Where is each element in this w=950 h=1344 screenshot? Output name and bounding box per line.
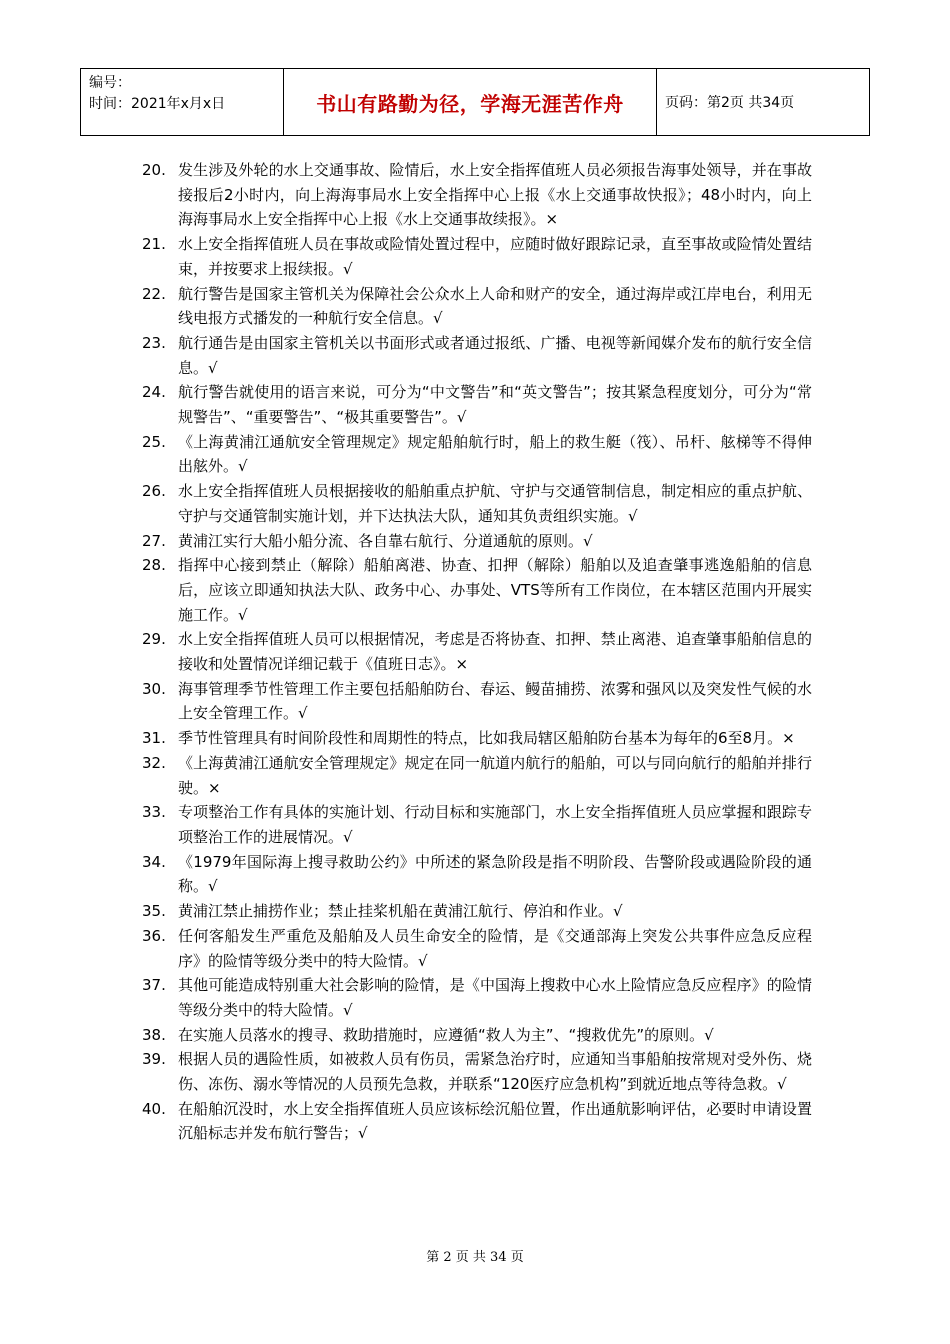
list-item (142, 899, 812, 924)
item-text: 水上安全指挥值班人员在事故或险情处置过程中，应随时做好跟踪记录，直至事故或险情处置结束，并按要求上报续报。√ (178, 235, 812, 278)
item-number: 23. (142, 333, 166, 352)
item-number: 37. (142, 976, 166, 995)
item-number: 28. (142, 556, 166, 575)
item-text: 水上安全指挥值班人员可以根据情况，考虑是否将协查、扣押、禁止离港、追查肇事船舶信息的接收和处置情况详细记载于《值班日志》。× (178, 630, 812, 674)
item-number: 20. (142, 161, 166, 179)
item-number: 38. (142, 1025, 166, 1044)
item-text: 《上海黄浦江通航安全管理规定》规定在同一航道内航行的船舶，可以与同向航行的船舶并排行驶。× (178, 753, 812, 797)
list-item (142, 726, 812, 751)
item-text: 航行警告是国家主管机关为保障社会公众水上人命和财产的安全，通过海岸或江岸电台，利用无线电报方式播发的一种航行安全信息。√ (178, 284, 812, 328)
item-number: 24. (142, 383, 166, 402)
document-number-label: 编号： (89, 75, 131, 91)
item-text: 专项整治工作有具体的实施计划、行动目标和实施部门，水上安全指挥值班人员应掌握和跟踪专项整治工作的进展情况。√ (178, 803, 812, 846)
list-item (142, 973, 812, 1022)
list-item (142, 529, 812, 554)
item-text: 在实施人员落水的搜寻、救助措施时，应遵循“救人为主”、“搜救优先”的原则。√ (178, 1025, 714, 1044)
item-text: 《上海黄浦江通航安全管理规定》规定船舶航行时，船上的救生艇（筏）、吊杆、舷梯等不得伸出舷外。√ (178, 432, 812, 476)
list-item (142, 232, 812, 281)
item-text: 黄浦江禁止捕捞作业；禁止挂桨机船在黄浦江航行、停泊和作业。√ (178, 902, 623, 921)
list-item (142, 1097, 812, 1146)
list-item (142, 677, 812, 726)
item-number: 36. (142, 926, 166, 945)
item-number: 40. (142, 1099, 166, 1118)
header-motto: 书山有路勤为径，学海无涯苦作舟 (284, 69, 657, 135)
list-item (142, 751, 812, 800)
list-item (142, 924, 812, 973)
item-text: 指挥中心接到禁止（解除）船舶离港、协查、扣押（解除）船舶以及追查肇事逃逸船舶的信息后，应该立即通知执法大队、政务中心、办事处、VTS等所有工作岗位，在本辖区范围内开展实施工作。√ (178, 556, 812, 624)
list-item (142, 331, 812, 380)
item-text: 其他可能造成特别重大社会影响的险情，是《中国海上搜救中心水上险情应急反应程序》的险情等级分类中的特大险情。√ (178, 976, 812, 1019)
item-number: 34. (142, 852, 166, 871)
question-list (142, 158, 812, 1146)
list-item (142, 553, 812, 627)
list-item (142, 1047, 812, 1096)
item-number: 30. (142, 679, 166, 698)
item-number: 21. (142, 235, 166, 254)
page-footer: 第 2 页 共 34 页 (426, 1250, 524, 1265)
item-text: 海事管理季节性管理工作主要包括船舶防台、春运、鳗苗捕捞、浓雾和强风以及突发性气候的水上安全管理工作。√ (178, 679, 812, 723)
list-item (142, 282, 812, 331)
header-info (81, 69, 284, 135)
header-page-number: 页码：第2页 共34页 (665, 95, 795, 111)
item-number: 22. (142, 284, 166, 303)
item-number: 31. (142, 729, 166, 748)
list-item (142, 800, 812, 849)
item-text: 黄浦江实行大船小船分流、各自靠右航行、分道通航的原则。√ (178, 531, 593, 550)
item-number: 25. (142, 432, 166, 451)
list-item (142, 380, 812, 429)
list-item (142, 1023, 812, 1048)
item-number: 35. (142, 902, 166, 921)
item-text: 水上安全指挥值班人员根据接收的船舶重点护航、守护与交通管制信息，制定相应的重点护航、守护与交通管制实施计划，并下达执法大队，通知其负责组织实施。√ (178, 482, 812, 525)
document-time-label: 时间：2021年x月x日 (89, 96, 226, 112)
item-text: 季节性管理具有时间阶段性和周期性的特点，比如我局辖区船舶防台基本为每年的6至8月。× (178, 729, 795, 748)
item-text: 任何客船发生严重危及船舶及人员生命安全的险情，是《交通部海上突发公共事件应急反应程序》的险情等级分类中的特大险情。√ (178, 926, 812, 970)
list-item (142, 627, 812, 676)
list-item (142, 850, 812, 899)
list-item (142, 158, 812, 232)
item-text: 根据人员的遇险性质，如被救人员有伤员，需紧急治疗时，应通知当事船舶按常规对受外伤、烧伤、冻伤、溺水等情况的人员预先急救，并联系“120医疗应急机构”到就近地点等待急救。√ (178, 1050, 812, 1094)
item-number: 32. (142, 753, 166, 772)
list-item (142, 430, 812, 479)
item-text: 航行警告就使用的语言来说，可分为“中文警告”和“英文警告”；按其紧急程度划分，可分为“常规警告”、“重要警告”、“极其重要警告”。√ (178, 383, 812, 427)
item-number: 26. (142, 482, 166, 501)
item-number: 33. (142, 803, 166, 822)
item-number: 27. (142, 531, 166, 550)
list-item (142, 479, 812, 528)
item-text: 在船舶沉没时，水上安全指挥值班人员应该标绘沉船位置，作出通航影响评估，必要时申请设置沉船标志并发布航行警告；√ (178, 1099, 812, 1143)
item-number: 39. (142, 1050, 166, 1069)
item-number: 29. (142, 630, 166, 649)
item-text: 航行通告是由国家主管机关以书面形式或者通过报纸、广播、电视等新闻媒介发布的航行安全信息。√ (178, 333, 812, 377)
page-header (80, 68, 870, 136)
item-text: 《1979年国际海上搜寻救助公约》中所述的紧急阶段是指不明阶段、告警阶段或遇险阶段的通称。√ (178, 852, 812, 896)
item-text: 发生涉及外轮的水上交通事故、险情后，水上安全指挥值班人员必须报告海事处领导，并在事故接报后2小时内，向上海海事局水上安全指挥中心上报《水上交通事故快报》；48小时内，向上海海事局水上安全指挥中心上报《水上交通事故续报》。× (178, 161, 812, 229)
